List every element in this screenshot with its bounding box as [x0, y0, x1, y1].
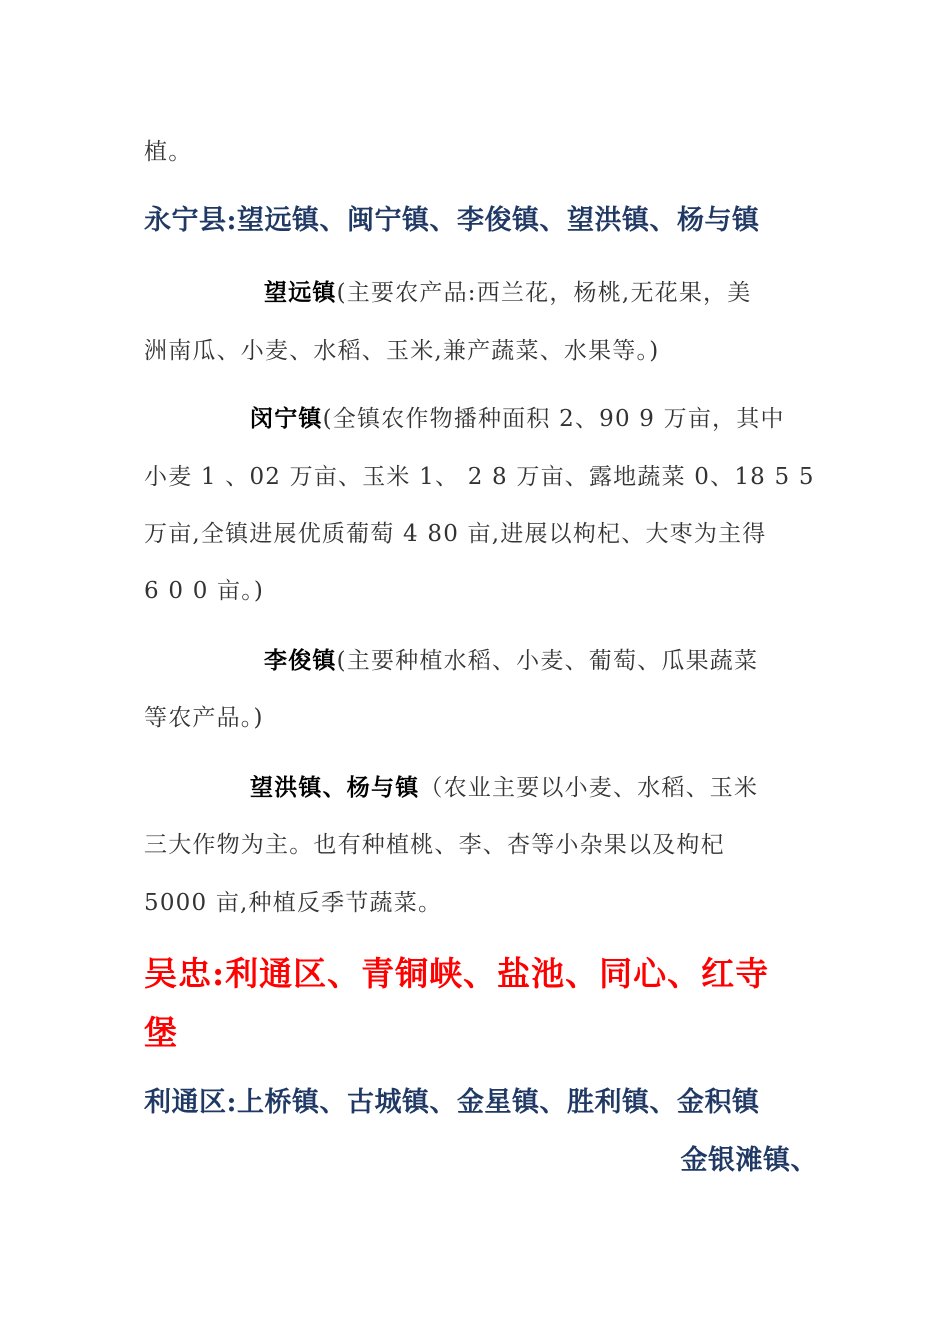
town-description: (全镇农作物播种面积 2、90 9 万亩，其中: [322, 406, 785, 432]
section-heading-litong: 利通区:上桥镇、古城镇、金星镇、胜利镇、金积镇: [144, 1087, 760, 1118]
paragraph-line: 5000 亩,种植反季节蔬菜。: [144, 890, 443, 916]
section-heading-litong-cont: 金银滩镇、: [680, 1145, 818, 1176]
town-name-minning: 闵宁镇: [250, 405, 323, 432]
paragraph-line: 洲南瓜、小麦、水稻、玉米,兼产蔬菜、水果等。): [144, 338, 660, 364]
paragraph-line: [250, 404, 808, 434]
paragraph-line: 三大作物为主。也有种植桃、李、杏等小杂果以及枸杞: [144, 832, 725, 858]
paragraph-line: [264, 278, 808, 308]
town-name-lijun: 李俊镇: [264, 647, 337, 674]
section-heading-wuzhong: 吴忠:利通区、青铜峡、盐池、同心、红寺: [144, 954, 770, 993]
town-description: (主要种植水稻、小麦、葡萄、瓜果蔬菜: [336, 648, 759, 674]
paragraph-line: 等农产品。): [144, 705, 264, 731]
section-heading-wuzhong-cont: 堡: [144, 1013, 178, 1052]
paragraph-line: [264, 646, 808, 676]
town-description: （农业主要以小麦、水稻、玉米: [419, 775, 759, 801]
town-name-wanghong-yangyu: 望洪镇、杨与镇: [250, 774, 420, 801]
paragraph-line: 植。: [144, 139, 193, 165]
section-heading-yongning: 永宁县:望远镇、闽宁镇、李俊镇、望洪镇、杨与镇: [144, 205, 760, 236]
paragraph-line: 小麦 1 、02 万亩、玉米 1、 2 8 万亩、露地蔬菜 0、18 5 5: [144, 464, 815, 490]
town-description: (主要农产品:西兰花，杨桃,无花果，美: [336, 280, 752, 306]
town-name-wangyuan: 望远镇: [264, 279, 337, 306]
paragraph-line: [250, 773, 808, 803]
paragraph-line: 万亩,全镇进展优质葡萄 4 80 亩,进展以枸杞、大枣为主得: [144, 521, 767, 547]
paragraph-line: 6 0 0 亩。): [144, 578, 265, 604]
